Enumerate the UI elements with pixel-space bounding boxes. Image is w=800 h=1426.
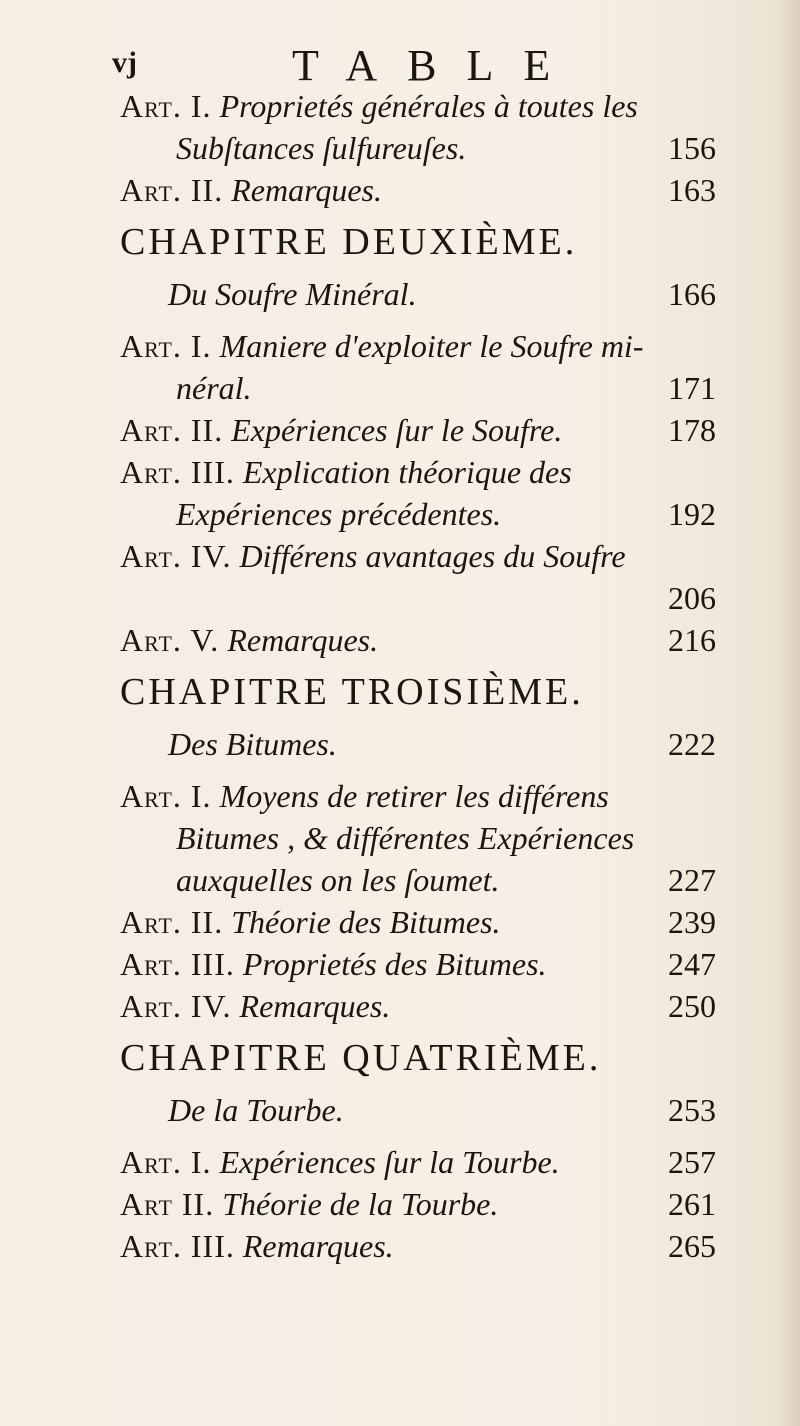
toc-entry	[120, 946, 716, 988]
chapter-heading: CHAPITRE DEUXIÈME.	[120, 221, 578, 263]
entry-title: Remarques.	[227, 622, 379, 658]
entry-title: Expériences ſur la Tourbe.	[219, 1144, 560, 1180]
folio: vj	[112, 46, 137, 79]
entry-title: Théorie de la Tourbe.	[222, 1186, 499, 1222]
chapter-heading: CHAPITRE TROISIÈME.	[120, 671, 584, 713]
page-header	[112, 40, 732, 90]
toc-entry	[120, 1186, 716, 1228]
page-number: 253	[668, 1092, 716, 1128]
entry-title: Proprietés des Bitumes.	[242, 946, 547, 982]
entry-title: Remarques.	[231, 172, 382, 208]
entry-title: Expériences précédentes.	[176, 496, 502, 532]
chapter-subtitle	[120, 276, 716, 318]
toc-entry-continuation	[120, 130, 716, 172]
page-number: 227	[668, 862, 716, 898]
page-number: 156	[668, 130, 716, 166]
page-number: 216	[668, 622, 716, 658]
toc-entry	[120, 904, 716, 946]
toc-entry-continuation	[120, 496, 716, 538]
entry-title: auxquelles on les ſoumet.	[176, 862, 500, 898]
entry-title: Remarques.	[242, 1228, 394, 1264]
page-number: 166	[668, 276, 716, 312]
page-number: 250	[668, 988, 716, 1024]
chapter-heading: CHAPITRE QUATRIÈME.	[120, 1037, 602, 1079]
article-number: Art. II.	[120, 172, 224, 208]
entry-title: Subſtances ſulfureuſes.	[176, 130, 467, 166]
page-number: 261	[668, 1186, 716, 1222]
toc-entry	[120, 1144, 716, 1186]
toc-entry	[120, 454, 716, 496]
entry-title: De la Tourbe.	[168, 1092, 344, 1128]
toc-entry-continuation	[120, 820, 716, 862]
entry-title: néral.	[176, 370, 252, 406]
article-number: Art. IV.	[120, 538, 232, 574]
article-number: Art. I.	[120, 328, 212, 364]
entry-title: Expériences ſur le Soufre.	[231, 412, 563, 448]
toc-entry-continuation	[120, 862, 716, 904]
entry-title: Différens avantages du Soufre	[239, 538, 626, 574]
table-of-contents	[120, 88, 716, 1270]
entry-title: Du Soufre Minéral.	[168, 276, 417, 312]
toc-entry-continuation	[120, 580, 716, 622]
toc-entry-continuation	[120, 370, 716, 412]
toc-entry	[120, 988, 716, 1030]
entry-title: Proprietés générales à toutes les	[219, 88, 638, 124]
chapter-subtitle	[120, 1092, 716, 1134]
page-edge-shadow	[778, 0, 800, 1426]
article-number: Art. I.	[120, 88, 212, 124]
page-number: 239	[668, 904, 716, 940]
toc-entry	[120, 328, 716, 370]
entry-title: Bitumes , & différentes Expériences	[176, 820, 635, 856]
page-number: 247	[668, 946, 716, 982]
toc-entry	[120, 412, 716, 454]
toc-entry	[120, 778, 716, 820]
article-number: Art. II.	[120, 412, 224, 448]
page-number: 222	[668, 726, 716, 762]
toc-entry	[120, 88, 716, 130]
entry-title: Remarques.	[239, 988, 391, 1024]
article-number: Art. III.	[120, 946, 235, 982]
running-title: TABLE	[292, 41, 581, 90]
article-number: Art. III.	[120, 454, 235, 490]
toc-entry	[120, 1228, 716, 1270]
toc-entry	[120, 172, 716, 214]
article-number: Art. III.	[120, 1228, 235, 1264]
entry-title: Des Bitumes.	[168, 726, 337, 762]
page-number: 163	[668, 172, 716, 208]
page-number: 257	[668, 1144, 716, 1180]
page-number: 178	[668, 412, 716, 448]
page-number: 265	[668, 1228, 716, 1264]
chapter-subtitle	[120, 726, 716, 768]
article-number: Art. I.	[120, 778, 212, 814]
entry-title: Explication théorique des	[242, 454, 572, 490]
entry-title: Maniere d'exploiter le Soufre mi-	[219, 328, 644, 364]
entry-title: Théorie des Bitumes.	[231, 904, 501, 940]
article-number: Art II.	[120, 1186, 215, 1222]
toc-entry	[120, 538, 716, 580]
article-number: Art. II.	[120, 904, 224, 940]
article-number: Art. IV.	[120, 988, 232, 1024]
toc-entry	[120, 622, 716, 664]
article-number: Art. I.	[120, 1144, 212, 1180]
page-number: 206	[668, 580, 716, 616]
page-number: 192	[668, 496, 716, 532]
page-number: 171	[668, 370, 716, 406]
article-number: Art. V.	[120, 622, 220, 658]
entry-title: Moyens de retirer les différens	[219, 778, 609, 814]
